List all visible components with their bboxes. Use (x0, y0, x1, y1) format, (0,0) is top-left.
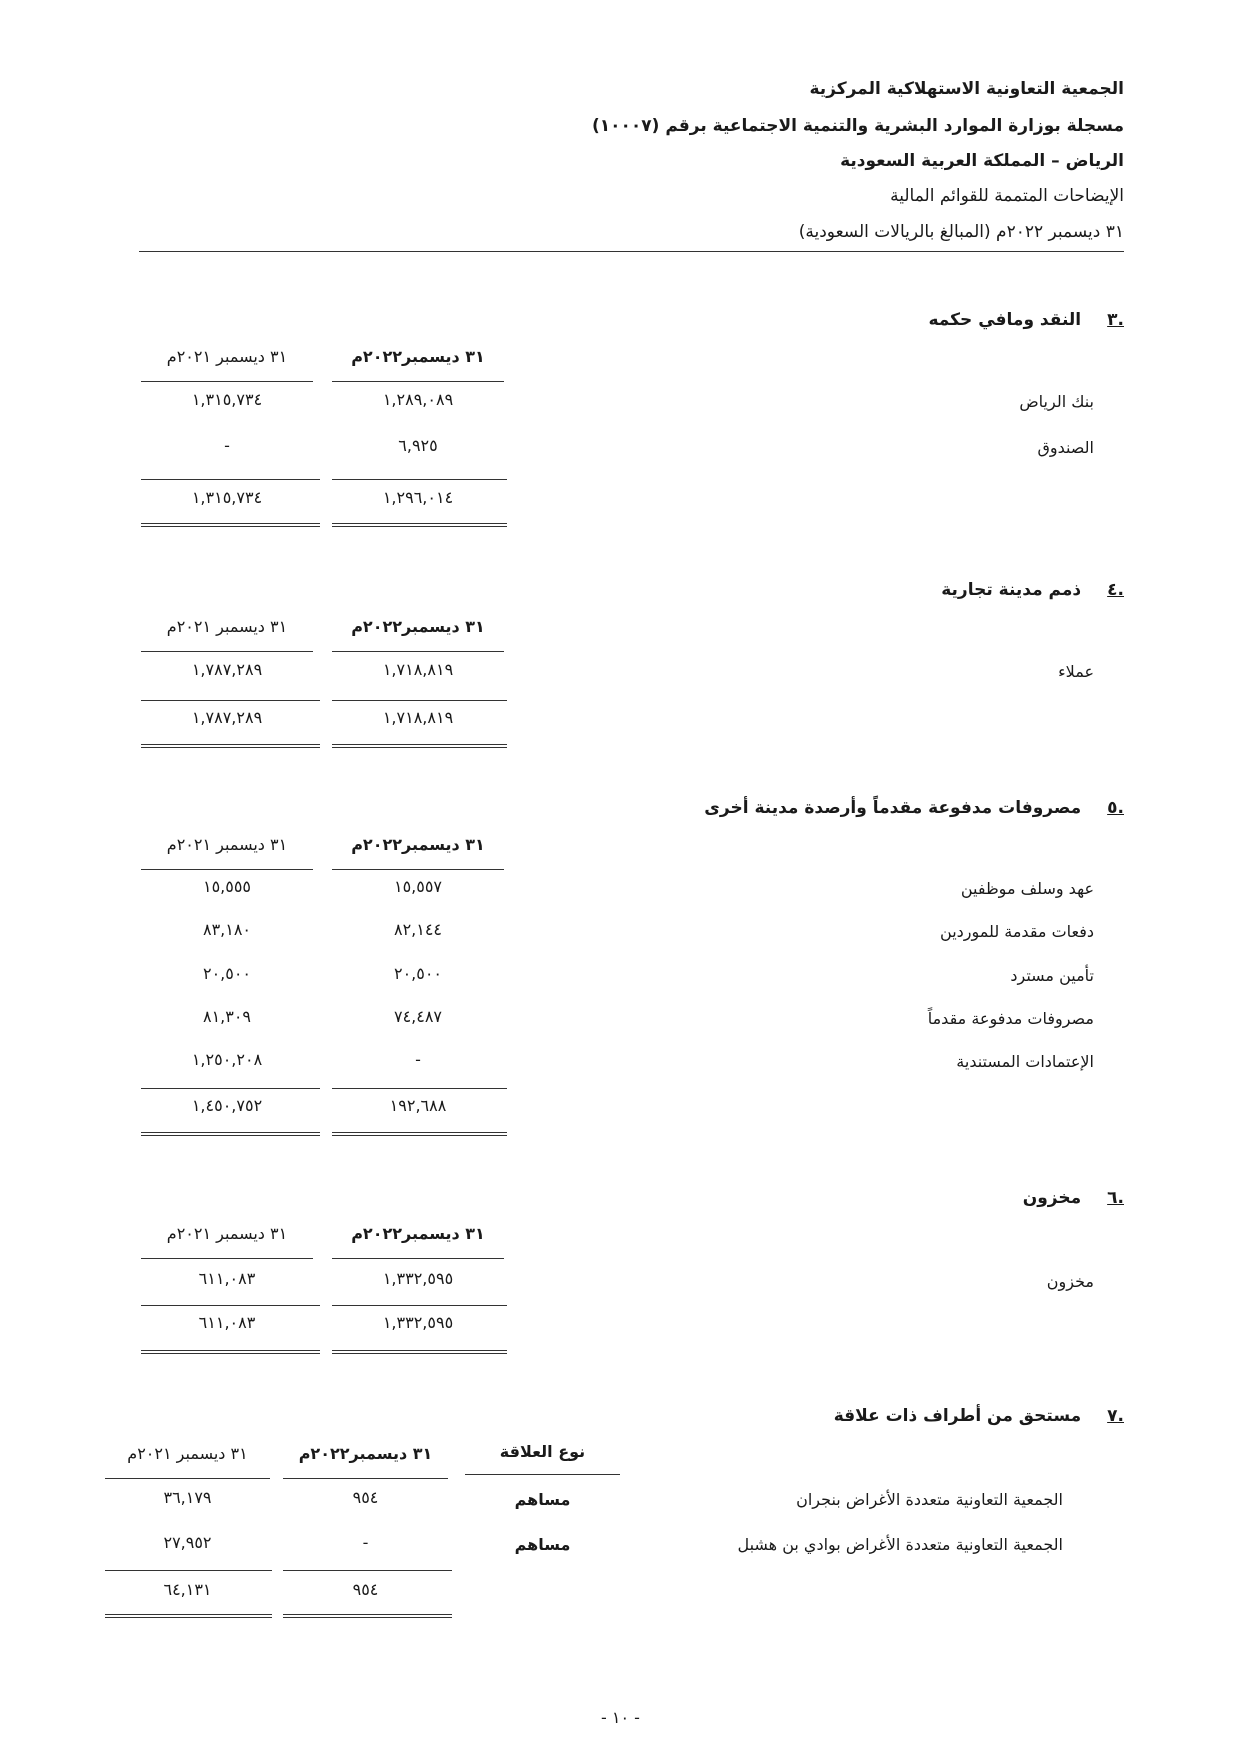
header-underline (332, 869, 504, 870)
notes-title: الإيضاحات المتممة للقوائم المالية (890, 186, 1124, 206)
total-current: ١,٣٣٢,٥٩٥ (382, 1313, 454, 1332)
row-prior: ١,٧٨٧,٢٨٩ (191, 660, 263, 679)
row-prior: ١,٣١٥,٧٣٤ (191, 390, 263, 409)
row-label: عهد وسلف موظفين (960, 879, 1094, 898)
col-header-prior: ٣١ ديسمبر ٢٠٢١م (166, 835, 288, 854)
header-divider (139, 251, 1124, 252)
section-6-title (1023, 1188, 1124, 1208)
row-current: ٢٠,٥٠٠ (393, 964, 443, 983)
subtotal-line (105, 1570, 272, 1571)
row-current: ٨٢,١٤٤ (393, 920, 443, 939)
subtotal-line (283, 1570, 452, 1571)
total-double-line (332, 1350, 507, 1354)
row-prior: ٢٧,٩٥٢ (163, 1533, 212, 1552)
header-underline (332, 381, 504, 382)
total-double-line (332, 1132, 507, 1136)
total-prior: ١,٣١٥,٧٣٤ (191, 488, 263, 507)
row-label: تأمين مسترد (1010, 966, 1094, 985)
total-double-line (141, 744, 320, 748)
section-3-number: .٣ (1107, 310, 1124, 330)
total-current: ١,٧١٨,٨١٩ (382, 708, 454, 727)
section-5-title (704, 798, 1124, 818)
header-underline (141, 1258, 313, 1259)
row-current: ٩٥٤ (352, 1488, 379, 1507)
row-current: ١,٢٨٩,٠٨٩ (382, 390, 454, 409)
row-label: الصندوق (1037, 438, 1094, 457)
row-relation: مساهم (514, 1535, 571, 1554)
col-header-prior: ٣١ ديسمبر ٢٠٢١م (166, 617, 288, 636)
page-number: - ١٠ - (601, 1708, 640, 1727)
row-current: ٧٤,٤٨٧ (393, 1007, 443, 1026)
total-prior: ١,٧٨٧,٢٨٩ (191, 708, 263, 727)
subtotal-line (141, 479, 320, 480)
row-prior: ٣٦,١٧٩ (163, 1488, 212, 1507)
total-double-line (332, 744, 507, 748)
header-underline (283, 1478, 448, 1479)
subtotal-line (332, 1305, 507, 1306)
period-line: ٣١ ديسمبر ٢٠٢٢م (المبالغ بالريالات السعودية) (798, 222, 1124, 242)
section-3-title (928, 310, 1124, 330)
subtotal-line (332, 700, 507, 701)
row-prior: ٦١١,٠٨٣ (198, 1269, 256, 1288)
section-5-number: .٥ (1107, 798, 1124, 818)
total-double-line (332, 523, 507, 527)
total-current: ١,٢٩٦,٠١٤ (382, 488, 454, 507)
col-header-current: ٣١ ديسمبر٢٠٢٢م (351, 1224, 485, 1243)
row-label: الجمعية التعاونية متعددة الأغراض بوادي بن هشبل (737, 1535, 1063, 1554)
row-label: دفعات مقدمة للموردين (940, 922, 1094, 941)
header-underline (141, 651, 313, 652)
row-label: مصروفات مدفوعة مقدماً (927, 1009, 1094, 1028)
section-4-number: .٤ (1107, 580, 1124, 600)
col-header-prior: ٣١ ديسمبر ٢٠٢١م (166, 347, 288, 366)
section-5-title-text: مصروفات مدفوعة مقدماً وأرصدة مدينة أخرى (704, 798, 1082, 818)
subtotal-line (141, 1305, 320, 1306)
row-prior: ٨١,٣٠٩ (202, 1007, 252, 1026)
subtotal-line (141, 700, 320, 701)
section-6-number: .٦ (1107, 1188, 1124, 1208)
row-prior: - (224, 436, 230, 455)
org-name: الجمعية التعاونية الاستهلاكية المركزية (809, 79, 1124, 99)
row-current: - (362, 1533, 369, 1552)
subtotal-line (141, 1088, 320, 1089)
row-label: عملاء (1058, 662, 1094, 681)
col-header-current: ٣١ ديسمبر٢٠٢٢م (351, 835, 485, 854)
row-relation: مساهم (514, 1490, 571, 1509)
section-6-title-text: مخزون (1022, 1188, 1082, 1208)
header-underline (141, 381, 313, 382)
total-current: ٩٥٤ (352, 1580, 379, 1599)
section-3-title-text: النقد ومافي حكمه (928, 310, 1082, 330)
row-label: مخزون (1046, 1272, 1094, 1291)
header-underline (105, 1478, 270, 1479)
row-prior: ٢٠,٥٠٠ (202, 964, 252, 983)
row-label: الإعتمادات المستندية (956, 1052, 1094, 1071)
header-underline (465, 1474, 620, 1475)
total-prior: ١,٤٥٠,٧٥٢ (191, 1096, 263, 1115)
row-label: الجمعية التعاونية متعددة الأغراض بنجران (796, 1490, 1063, 1509)
section-7-title-text: مستحق من أطراف ذات علاقة (833, 1406, 1082, 1426)
total-prior: ٦١١,٠٨٣ (198, 1313, 256, 1332)
location-line: الرياض – المملكة العربية السعودية (840, 151, 1124, 171)
row-current: ١,٧١٨,٨١٩ (382, 660, 454, 679)
section-4-title (941, 580, 1124, 600)
total-double-line (141, 1350, 320, 1354)
total-double-line (105, 1614, 272, 1618)
row-prior: ١,٢٥٠,٢٠٨ (191, 1050, 263, 1069)
row-current: ٦,٩٢٥ (398, 436, 438, 455)
row-prior: ٨٣,١٨٠ (202, 920, 252, 939)
row-current: - (415, 1050, 421, 1069)
section-7-number: .٧ (1107, 1406, 1124, 1426)
total-current: ١٩٢,٦٨٨ (389, 1096, 447, 1115)
total-double-line (141, 523, 320, 527)
col-header-current: ٣١ ديسمبر٢٠٢٢م (298, 1444, 433, 1463)
header-underline (141, 869, 313, 870)
col-header-current: ٣١ ديسمبر٢٠٢٢م (351, 347, 485, 366)
row-prior: ١٥,٥٥٥ (202, 877, 252, 896)
total-prior: ٦٤,١٣١ (163, 1580, 212, 1599)
section-7-title (834, 1406, 1124, 1426)
header-underline (332, 651, 504, 652)
subtotal-line (332, 1088, 507, 1089)
subtotal-line (332, 479, 507, 480)
col-header-relation: نوع العلاقة (499, 1442, 586, 1461)
col-header-prior: ٣١ ديسمبر ٢٠٢١م (127, 1444, 248, 1463)
total-double-line (141, 1132, 320, 1136)
row-current: ١,٣٣٢,٥٩٥ (382, 1269, 454, 1288)
total-double-line (283, 1614, 452, 1618)
col-header-current: ٣١ ديسمبر٢٠٢٢م (351, 617, 485, 636)
registration-line: مسجلة بوزارة الموارد البشرية والتنمية الاجتماعية برقم (١٠٠٠٧) (591, 116, 1124, 136)
section-4-title-text: ذمم مدينة تجارية (941, 580, 1082, 600)
row-current: ١٥,٥٥٧ (393, 877, 443, 896)
header-underline (332, 1258, 504, 1259)
row-label: بنك الرياض (1019, 392, 1094, 411)
col-header-prior: ٣١ ديسمبر ٢٠٢١م (166, 1224, 288, 1243)
